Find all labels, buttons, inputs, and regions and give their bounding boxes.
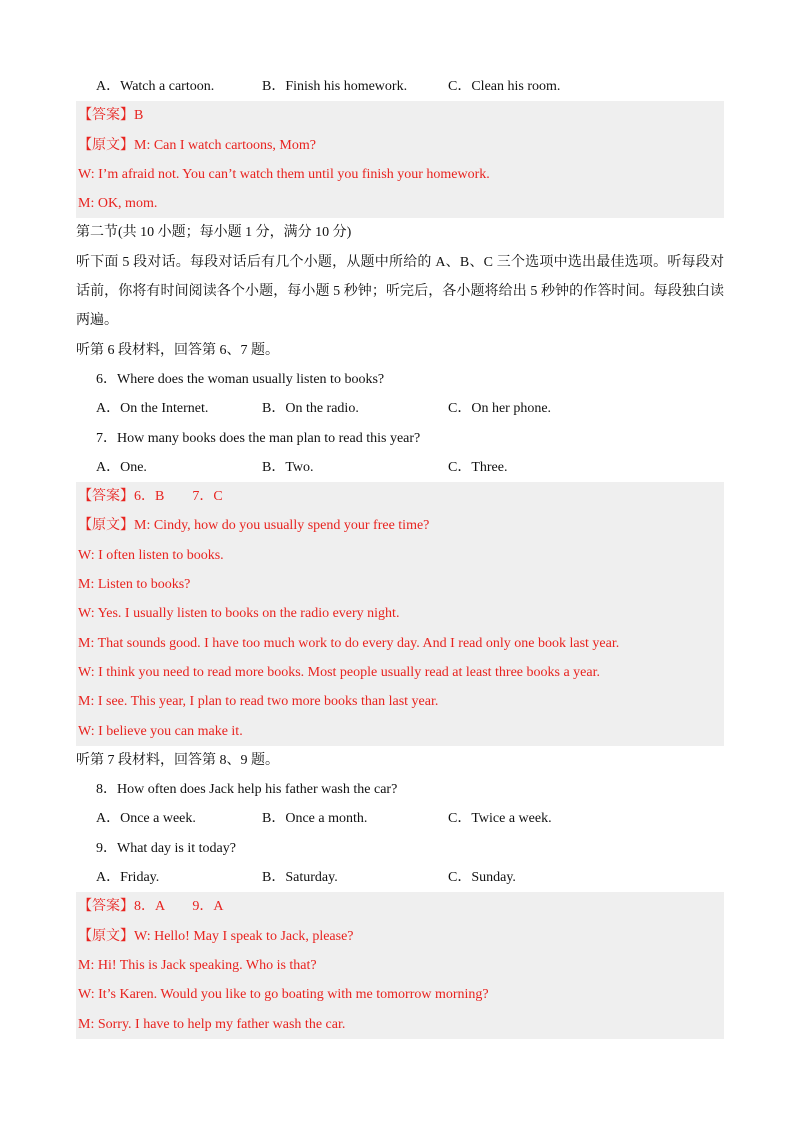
group6-transcript-line: 【原文】M: Cindy, how do you usually spend your free time? xyxy=(78,518,430,534)
q5-transcript-line: 【原文】M: Can I watch cartoons, Mom? xyxy=(78,137,316,153)
group7-answer-block xyxy=(76,892,724,1038)
q6-option-c[interactable]: C．On her phone. xyxy=(448,401,552,417)
q5-answer-block xyxy=(76,101,724,218)
group6-transcript-line: W: I think you need to read more books. Most people usually read at least three books a year. xyxy=(78,664,600,680)
q9-option-c[interactable]: C．Sunday. xyxy=(448,870,516,886)
q5-transcript-line: M: OK, mom. xyxy=(78,196,158,212)
q5-option-c[interactable]: C．Clean his room. xyxy=(448,79,561,94)
q9-option-a[interactable]: A．Friday. xyxy=(96,870,160,886)
q6-option-b[interactable]: B．On the radio. xyxy=(262,401,359,417)
question-6: 6．Where does the woman usually listen to books? xyxy=(96,371,385,387)
q5-options xyxy=(76,72,724,101)
q5-option-b[interactable]: B．Finish his homework. xyxy=(262,79,408,94)
q6-option-a[interactable]: A．On the Internet. xyxy=(96,401,209,417)
q9-option-b[interactable]: B．Saturday. xyxy=(262,870,338,886)
group-heading: 听第 6 段材料，回答第 6、7 题。 xyxy=(76,342,279,358)
q9-options xyxy=(76,863,724,892)
group6-transcript-line: W: Yes. I usually listen to books on the radio every night. xyxy=(78,606,400,622)
group6-transcript-line: M: That sounds good. I have too much work to do every day. And I read only one book last year. xyxy=(78,635,620,651)
group6-transcript-line: M: I see. This year, I plan to read two more books than last year. xyxy=(78,694,439,710)
group6-transcript-line: W: I often listen to books. xyxy=(78,547,224,563)
q8-options xyxy=(76,804,724,833)
q7-option-b[interactable]: B．Two. xyxy=(262,459,314,475)
group6-transcript-line: W: I believe you can make it. xyxy=(78,723,243,739)
group6-answer-block xyxy=(76,482,724,746)
section-instructions: 听下面 5 段对话。每段对话后有几个小题，从题中所给的 A、B、C 三个选项中选出最佳选项。听每段对话前，你将有时间阅读各个小题，每小题 5 秒钟；听完后，各小题将给出 5 秒钟的作答时间。每段独白读两遍。 xyxy=(76,254,724,329)
q5-option-a[interactable]: A．Watch a cartoon. xyxy=(96,79,215,94)
group-heading: 听第 7 段材料，回答第 8、9 题。 xyxy=(76,752,279,768)
section-title: 第二节(共 10 小题；每小题 1 分，满分 10 分) xyxy=(76,225,352,241)
group7-transcript-line: 【原文】W: Hello! May I speak to Jack, please? xyxy=(78,928,354,944)
q7-option-c[interactable]: C．Three. xyxy=(448,459,508,475)
q8-option-c[interactable]: C．Twice a week. xyxy=(448,811,552,827)
group7-answer: 【答案】8．A 9．A xyxy=(78,899,224,915)
question-7: 7．How many books does the man plan to read this year? xyxy=(96,430,421,446)
group7-transcript-line: M: Sorry. I have to help my father wash the car. xyxy=(78,1016,346,1032)
group6-answer: 【答案】6．B 7．C xyxy=(78,489,223,505)
group7-transcript-line: W: It’s Karen. Would you like to go boating with me tomorrow morning? xyxy=(78,987,489,1003)
q6-options xyxy=(76,394,724,423)
q7-option-a[interactable]: A．One. xyxy=(96,459,147,475)
question-9: 9．What day is it today? xyxy=(96,840,236,856)
group6-transcript-line: M: Listen to books? xyxy=(78,577,191,593)
q8-option-b[interactable]: B．Once a month. xyxy=(262,811,368,827)
q5-answer: 【答案】B xyxy=(78,108,144,124)
q7-options xyxy=(76,453,724,482)
question-8: 8．How often does Jack help his father wash the car? xyxy=(96,782,398,798)
q8-option-a[interactable]: A．Once a week. xyxy=(96,811,196,827)
document-page xyxy=(76,72,724,1039)
group7-transcript-line: M: Hi! This is Jack speaking. Who is that? xyxy=(78,957,317,973)
q5-transcript-line: W: I’m afraid not. You can’t watch them until you finish your homework. xyxy=(78,166,490,182)
